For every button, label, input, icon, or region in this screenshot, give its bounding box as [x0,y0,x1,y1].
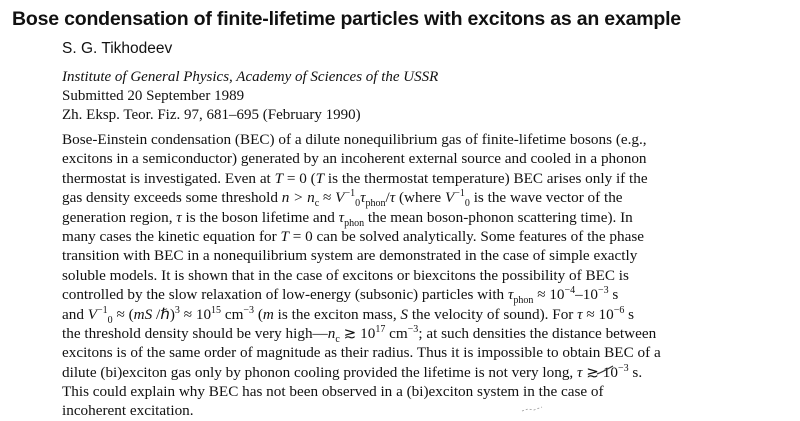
abstract-line: gas density exceeds some threshold $n > n_c \approx V^{-1}_0\tau_{phon}/\tau$ (where $V^{-1}_0$ is the wave vector of the [62,188,623,210]
journal-citation: Zh. Eksp. Teor. Fiz. 97, 681–695 (February 1990) [62,107,361,123]
abstract-line: Bose-Einstein condensation (BEC) of a dilute nonequilibrium gas of finite-lifetime bosons (e.g., [62,131,647,148]
abstract-line: soluble models. It is shown that in the case of excitons or biexcitons the possibility of BEC is [62,266,629,284]
submitted-date: Submitted 20 September 1989 [62,88,245,104]
author-name: S. G. Tikhodeev [62,40,173,57]
abstract-line: excitons in a semiconductor) generated by an incoherent external source and cooled in a phonon [62,150,647,168]
abstract-line: the threshold density should be very $high—n_c$ ≳ $10^{17}$ $cm^{-3}$; at such densities the distance between [62,323,657,345]
abstract-line: many cases the kinetic equation for T = 0 can be solved analytically. Some features of the phase [62,227,645,245]
abstract-line: controlled by the slow relaxation of low-energy (subsonic) particles with $\tau_{phon} \approx 10^{-4}-10^{-3}$ s [62,285,619,307]
abstract-line: transition with BEC in a nonequilibrium system are demonstrated in the case of simple exactly [62,247,638,265]
pen-stroke-mark [595,362,615,382]
paper-title: Bose condensation of finite-lifetime particles with excitons as an example [12,8,681,30]
abstract-line: thermostat is investigated. Even at T = 0 (T is the thermostat temperature) BEC arises only if the [62,169,648,187]
abstract-line: excitons is of the same order of magnitude as their radius. Thus it is impossible to obtain BEC of a [62,344,661,362]
abstract [62,130,782,421]
scan-speck-mark [520,405,560,413]
abstract-line: generation region, τ is the boson lifetime and $\tau_{phon}$ the mean boson-phonon scattering time). In [62,208,633,229]
institution: Institute of General Physics, Academy of Sciences of the USSR [62,69,439,85]
abstract-line: incoherent excitation. [62,402,194,420]
abstract-line: dilute (bi)exciton gas only by phonon cooling provided the lifetime is not very long, τ ≳ $10^{-3}$ s. [62,362,643,381]
paper-metadata [62,68,438,125]
abstract-line: and $V^{-1}_0 \approx (mS$ /ℏ)$^3$ ≈ $10^{15}$ $cm^{-3}$ (m is the exciton mass, S the velocity of sound). For $\tau \approx 10^{-6}$ s [62,304,635,326]
abstract-line: This could explain why BEC has not been observed in a (bi)exciton system in the case of [62,383,604,401]
